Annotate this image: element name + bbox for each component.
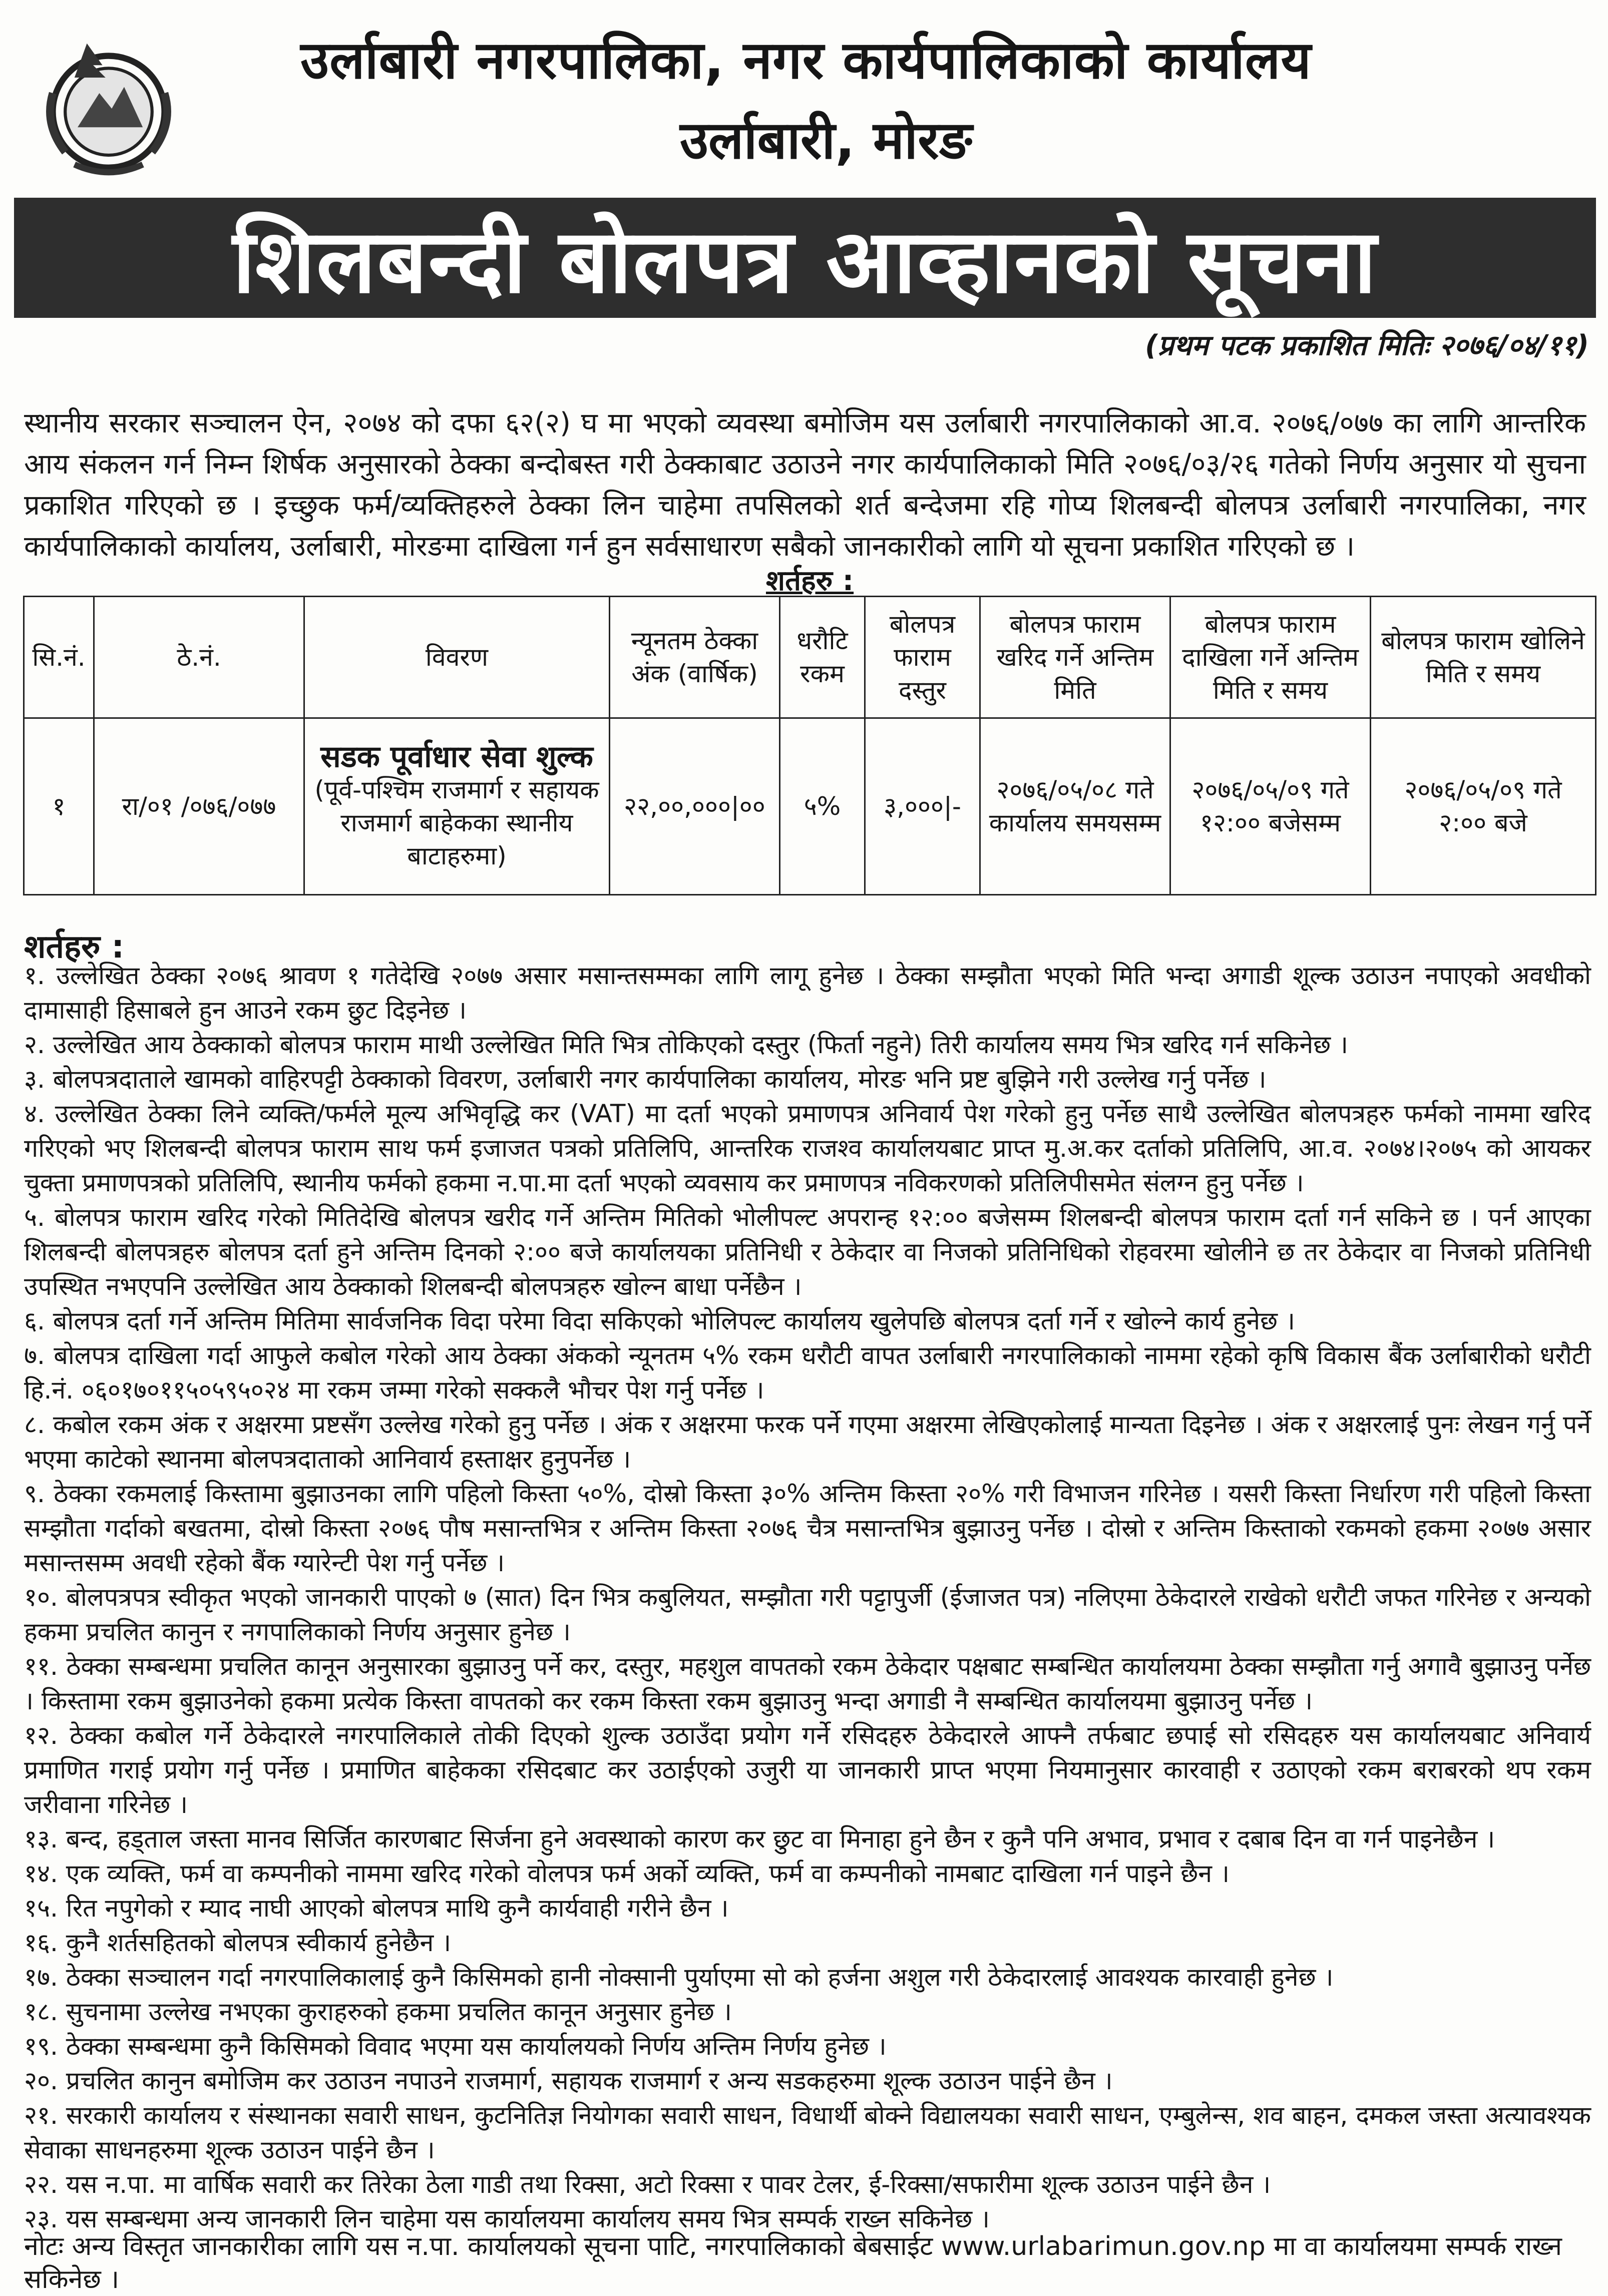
condition-item: २. उल्लेखित आय ठेक्काको बोलपत्र फाराम माथी उल्लेखित मिति भित्र तोकिएको दस्तुर (फिर्ता नहुने) तिरी कार्यालय समय भित्र खरिद गर्न सकिनेछ । (24, 1030, 1348, 1059)
col-header-min-amount: न्यूनतम ठेक्का अंक (वार्षिक) (610, 597, 780, 718)
cell-form-fee: ३,०००|- (865, 718, 980, 895)
condition-item: १४. एक व्यक्ति, फर्म वा कम्पनीको नाममा खरिद गरेको वोलपत्र फर्म अर्को व्यक्ति, फर्म वा कम्पनीको नामबाट दाखिला गर्न पाइने छैन । (24, 1859, 1230, 1888)
cell-sn: १ (24, 718, 94, 895)
condition-item: २२. यस न.पा. मा वार्षिक सवारी कर तिरेका ठेला गाडी तथा रिक्सा, अटो रिक्सा र पावर टेलर, ई-रिक्सा/सफारीमा शूल्क उठाउन पाईने छैन । (24, 2170, 1271, 2199)
nepal-emblem-icon (31, 31, 186, 186)
col-header-deposit: धरौटि रकम (780, 597, 865, 718)
office-name: उर्लाबारी नगरपालिका, नगर कार्यपालिकाको कार्यालय (300, 30, 1312, 91)
condition-item: १७. ठेक्का सञ्चालन गर्दा नगरपालिकालाई कुनै किसिमको हानी नोक्सानी पुर्याएमा सो को हर्जना अशुल गरी ठेकेदारलाई आवश्यक कारवाही हुनेछ । (24, 1963, 1334, 1992)
condition-item: ८. कबोल रकम अंक र अक्षरमा प्रष्टसँग उल्लेख गरेको हुनु पर्नेछ । अंक र अक्षरमा फरक पर्ने गएमा अक्षरमा लेखिएकोलाई मान्यता दिइनेछ । अंक र अक्षरलाई पुनः लेखन गर्नु पर्ने भएमा काटेको स्थानमा बोलपत्रदाताको आनिवार्य हस्ताक्षर हुनुपर्नेछ । (24, 1410, 1591, 1474)
condition-item: १५. रित नपुगेको र म्याद नाघी आएको बोलपत्र माथि कुनै कार्यवाही गरीने छैन । (24, 1894, 729, 1923)
cell-description (304, 718, 610, 895)
col-header-form-fee: बोलपत्र फाराम दस्तुर (865, 597, 980, 718)
condition-item: ९. ठेक्का रकमलाई किस्तामा बुझाउनका लागि पहिलो किस्ता ५०%, दोस्रो किस्ता ३०% अन्तिम किस्ता २०% गरी विभाजन गरिनेछ । यसरी किस्ता निर्धारण गरी पहिलो किस्ता सम्झौता गर्दाको बखतमा, दोस्रो किस्ता २०७६ पौष मसान्तभित्र र अन्तिम किस्ता २०७६ चैत्र मसान्तभित्र बुझाउनु पर्नेछ । दोस्रो र अन्तिम किस्ताको रकमको हकमा २०७७ असार मसान्तसम्म अवधी रहेको बैंक ग्यारेन्टी पेश गर्नु पर्नेछ । (24, 1479, 1591, 1577)
cell-opening: २०७६/०५/०९ गते २:०० बजे (1371, 718, 1596, 895)
condition-item: ११. ठेक्का सम्बन्धमा प्रचलित कानून अनुसारका बुझाउनु पर्ने कर, दस्तुर, महशुल वापतको रकम ठेकेदार पक्षबाट सम्बन्धित कार्यालयमा ठेक्का सम्झौता गर्नु अगावै बुझाउनु पर्नेछ । किस्तामा रकम बुझाउनेको हकमा प्रत्येक किस्ता वापतको कर रकम किस्ता रकम बुझाउनु भन्दा अगाडी नै सम्बन्धित कार्यालयमा बुझाउनु पर्नेछ । (24, 1652, 1591, 1715)
footer-note: नोटः अन्य विस्तृत जानकारीका लागि यस न.पा. कार्यालयको सूचना पाटि, नगरपालिकाको बेबसाईट www.urlabarimun.gov.np मा वा कार्यालयमा सम्पर्क राख्न सकिनेछ । (24, 2231, 1562, 2294)
condition-item: ४. उल्लेखित ठेक्का लिने व्यक्ति/फर्मले मूल्य अभिवृद्धि कर (VAT) मा दर्ता भएको प्रमाणपत्र अनिवार्य पेश गरेको हुनु पर्नेछ साथै उल्लेखित बोलपत्रहरु फर्मको नाममा खरिद गरिएको भए शिलबन्दी बोलपत्र फाराम साथ फर्म इजाजत पत्रको प्रतिलिपि, आन्तरिक राजश्व कार्यालयबाट प्राप्त मु.अ.कर दर्ताको प्रतिलिपि, आ.व. २०७४।२०७५ को आयकर चुक्ता प्रमाणपत्रको प्रतिलिपि, स्थानीय फर्मको हकमा न.पा.मा दर्ता भएको व्यवसाय कर प्रमाणपत्र नविकरणको प्रतिलिपीसमेत संलग्न हुनु पर्नेछ । (24, 1099, 1591, 1197)
condition-item: १०. बोलपत्रपत्र स्वीकृत भएको जानकारी पाएको ७ (सात) दिन भित्र कबुलियत, सम्झौता गरी पट्टापुर्जी (ईजाजत पत्र) नलिएमा ठेकेदारले राखेको धरौटी जफत गरिनेछ र अन्यको हकमा प्रचलित कानुन र नगपालिकाको निर्णय अनुसार हुनेछ । (24, 1583, 1591, 1646)
condition-item: १९. ठेक्का सम्बन्धमा कुनै किसिमको विवाद भएमा यस कार्यालयको निर्णय अन्तिम निर्णय हुनेछ । (24, 2032, 887, 2061)
condition-item: ६. बोलपत्र दर्ता गर्ने अन्तिम मितिमा सार्वजनिक विदा परेमा विदा सकिएको भोलिपल्ट कार्यालय खुलेपछि बोलपत्र दर्ता गर्ने र खोल्ने कार्य हुनेछ । (24, 1306, 1295, 1335)
cell-min-amount: २२,००,०००|०० (610, 718, 780, 895)
condition-item: २०. प्रचलित कानुन बमोजिम कर उठाउन नपाउने राजमार्ग, सहायक राजमार्ग र अन्य सडकहरुमा शूल्क उठाउन पाईने छैन । (24, 2066, 1113, 2095)
publish-date: (प्रथम पटक प्रकाशित मितिः २०७६/०४/११) (1145, 329, 1589, 362)
table-row (24, 718, 1596, 895)
condition-item: १. उल्लेखित ठेक्का २०७६ श्रावण १ गतेदेखि २०७७ असार मसान्तसम्मका लागि लागू हुनेछ । ठेक्का सम्झौता भएको मिति भन्दा अगाडी शूल्क उठाउन नपाएको अवधीको दामासाही हिसाबले हुन आउने रकम छुट दिइनेछ । (24, 961, 1591, 1025)
condition-item: १६. कुनै शर्तसहितको बोलपत्र स्वीकार्य हुनेछैन । (24, 1928, 452, 1957)
condition-item: ५. बोलपत्र फाराम खरिद गरेको मितिदेखि बोलपत्र खरीद गर्ने अन्तिम मितिको भोलीपल्ट अपरान्ह १२:०० बजेसम्म शिलबन्दी बोलपत्र फाराम दर्ता गर्न सकिने छ । पर्न आएका शिलबन्दी बोलपत्रहरु बोलपत्र दर्ता हुने अन्तिम दिनको २:०० बजे कार्यालयका प्रतिनिधी र ठेकेदार वा निजको प्रतिनिधिको रोहवरमा खोलीने छ तर ठेकेदार वा निजको प्रतिनिधी उपस्थित नभएपनि उल्लेखित आय ठेक्काको शिलबन्दी बोलपत्रहरु खोल्न बाधा पर्नेछैन । (24, 1203, 1591, 1301)
col-header-description: विवरण (304, 597, 610, 718)
cell-submit-deadline: २०७६/०५/०९ गते १२:०० बजेसम्म (1170, 718, 1371, 895)
condition-item: १८. सुचनामा उल्लेख नभएका कुराहरुको हकमा प्रचलित कानून अनुसार हुनेछ । (24, 1997, 732, 2026)
condition-item: २१. सरकारी कार्यालय र संस्थानका सवारी साधन, कुटनितिज्ञ नियोगका सवारी साधन, विधार्थी बोक्ने विद्यालयका सवारी साधन, एम्बुलेन्स, शव बाहन, दमकल जस्ता अत्यावश्यक सेवाका साधनहरुमा शूल्क उठाउन पाईने छैन । (24, 2101, 1591, 2164)
table-header-row (24, 597, 1596, 718)
conditions-heading: शर्तहरु : (24, 929, 125, 966)
terms-heading: शर्तहरु : (766, 565, 854, 597)
condition-item: ७. बोलपत्र दाखिला गर्दा आफुले कबोल गरेको आय ठेक्का अंकको न्यूनतम ५% रकम धरौटी वापत उर्लाबारी नगरपालिकाको नाममा रहेको कृषि विकास बैंक उर्लाबारीको धरौटी हि.नं. ०६०१७०११५०५९५०२४ मा रकम जम्मा गरेको सक्कलै भौचर पेश गर्नु पर्नेछ । (24, 1341, 1591, 1405)
intro-paragraph: स्थानीय सरकार सञ्चालन ऐन, २०७४ को दफा ६२(२) घ मा भएको व्यवस्था बमोजिम यस उर्लाबारी नगरपालिकाको आ.व. २०७६/०७७ का लागि आन्तरिक आय संकलन गर्न निम्न शिर्षक अनुसारको ठेक्का बन्दोबस्त गरी ठेक्काबाट उठाउने नगर कार्यपालिकाको मिति २०७६/०३/२६ गतेको निर्णय अनुसार यो सुचना प्रकाशित गरिएको छ । इच्छुक फर्म/व्यक्तिहरुले ठेक्का लिन चाहेमा तपसिलको शर्त बन्देजमा रहि गोप्य शिलबन्दी बोलपत्र उर्लाबारी नगरपालिका, नगर कार्यपालिकाको कार्यालय, उर्लाबारी, मोरङमा दाखिला गर्न हुन सर्वसाधारण सबैको जानकारीको लागि यो सूचना प्रकाशित गरिएको छ । (24, 407, 1586, 563)
col-header-sn: सि.नं. (24, 597, 94, 718)
notice-title: शिलबन्दी बोलपत्र आव्हानको सूचना (232, 210, 1378, 313)
description-title: सडक पूर्वाधार सेवा शुल्क (320, 739, 593, 774)
description-detail: (पूर्व-पश्चिम राजमार्ग र सहायक राजमार्ग बाहेकका स्थानीय बाटाहरुमा) (314, 775, 599, 870)
condition-item: १३. बन्द, हड्ताल जस्ता मानव सिर्जित कारणबाट सिर्जना हुने अवस्थाको कारण कर छुट वा मिनाहा हुने छैन र कुनै पनि अभाव, प्रभाव र दबाब दिन वा गर्न पाइनेछैन । (24, 1824, 1495, 1854)
col-header-submit-deadline: बोलपत्र फाराम दाखिला गर्ने अन्तिम मिति र समय (1170, 597, 1371, 718)
cell-purchase-deadline: २०७६/०५/०८ गते कार्यालय समयसम्म (980, 718, 1170, 895)
col-header-opening: बोलपत्र फाराम खोलिने मिति र समय (1371, 597, 1596, 718)
condition-item: १२. ठेक्का कबोल गर्ने ठेकेदारले नगरपालिकाले तोकी दिएको शुल्क उठाउँदा प्रयोग गर्ने रसिदहरु ठेकेदारले आफ्नै तर्फबाट छपाई सो रसिदहरु यस कार्यालयबाट अनिवार्य प्रमाणित गराई प्रयोग गर्नु पर्नेछ । प्रमाणित बाहेकका रसिदबाट कर उठाईएको उजुरी या जानकारी प्राप्त भएमा नियमानुसार कारवाही र उठाएको रकम बराबरको थप रकम जरीवाना गरिनेछ । (24, 1721, 1591, 1819)
col-header-purchase-deadline: बोलपत्र फाराम खरिद गर्ने अन्तिम मिति (980, 597, 1170, 718)
cell-contract-no: रा/०१ /०७६/०७७ (94, 718, 304, 895)
col-header-contract-no: ठे.नं. (94, 597, 304, 718)
conditions-list (24, 959, 1591, 2236)
notice-banner (14, 198, 1596, 318)
condition-item: ३. बोलपत्रदाताले खामको वाहिरपट्टी ठेक्काको विवरण, उर्लाबारी नगर कार्यपालिका कार्यालय, मोरङ भनि प्रष्ट बुझिने गरी उल्लेख गर्नु पर्नेछ । (24, 1065, 1267, 1094)
condition-item: २३. यस सम्बन्धमा अन्य जानकारी लिन चाहेमा यस कार्यालयमा कार्यालय समय भित्र सम्पर्क राख्न सकिनेछ । (24, 2204, 990, 2233)
cell-deposit: ५% (780, 718, 865, 895)
office-location: उर्लाबारी, मोरङ (680, 110, 972, 171)
bid-table (23, 596, 1596, 895)
